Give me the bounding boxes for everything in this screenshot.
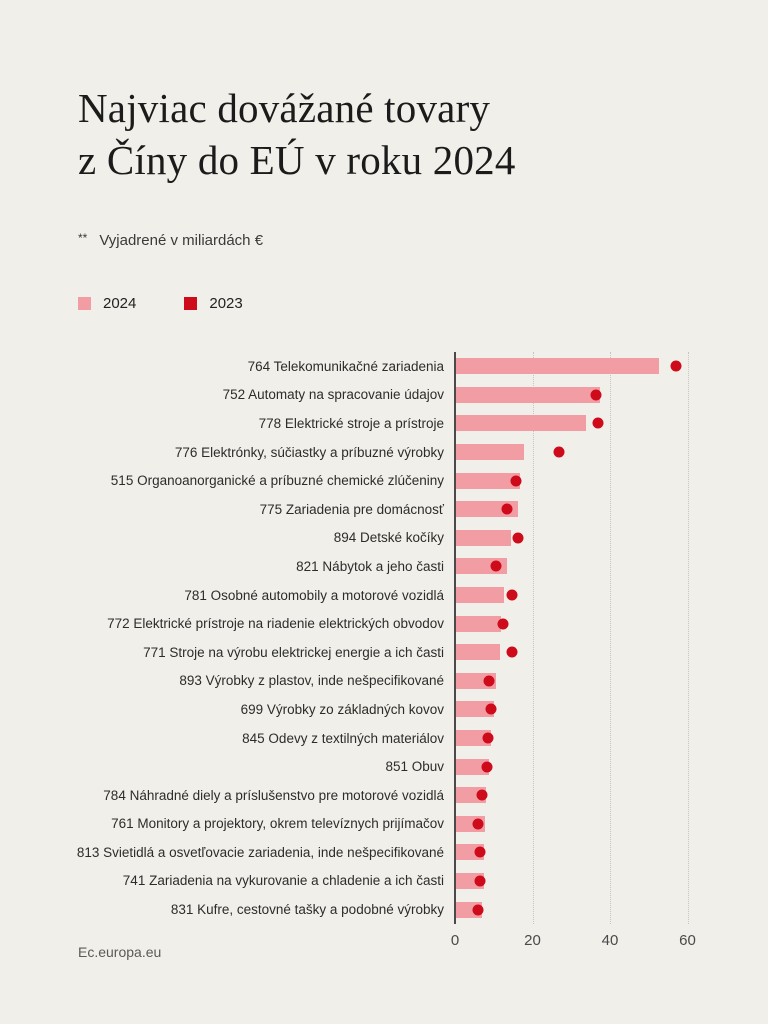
title-line-2: z Číny do EÚ v roku 2024	[78, 137, 516, 184]
dot-2023	[511, 475, 522, 486]
page-title	[78, 82, 516, 187]
footnote-marker: **	[78, 231, 88, 245]
chart-row	[67, 667, 707, 696]
chart-row	[67, 495, 707, 524]
bar-2024	[456, 587, 504, 603]
category-label: 761 Monitory a projektory, okrem televíznych prijímačov	[111, 816, 444, 832]
title-line-1: Najviac dovážané tovary	[78, 85, 491, 131]
chart-row	[67, 638, 707, 667]
dot-2023	[472, 904, 483, 915]
row-plot	[454, 438, 707, 467]
row-plot	[454, 609, 707, 638]
category-label: 893 Výrobky z plastov, inde nešpecifikované	[179, 673, 444, 689]
category-label: 515 Organoanorganické a príbuzné chemické zlúčeniny	[110, 473, 444, 489]
row-plot	[454, 495, 707, 524]
chart-row	[67, 381, 707, 410]
dot-2023	[671, 361, 682, 372]
x-tick-label-40: 40	[601, 932, 619, 949]
chart-row	[67, 466, 707, 495]
chart-row	[67, 409, 707, 438]
dot-2023	[506, 590, 517, 601]
category-label: 776 Elektrónky, súčiastky a príbuzné výrobky	[174, 444, 444, 460]
x-tick-label-20: 20	[524, 932, 541, 949]
y-axis-line	[454, 352, 456, 924]
bar-2024	[456, 358, 659, 374]
category-label: 781 Osobné automobily a motorové vozidlá	[184, 587, 444, 603]
chart-row	[67, 752, 707, 781]
dot-2023	[554, 447, 565, 458]
dot-2023	[593, 418, 604, 429]
dot-2023	[477, 790, 488, 801]
dot-2023	[590, 389, 601, 400]
chart-row	[67, 524, 707, 553]
row-plot	[454, 352, 707, 381]
category-label: 699 Výrobky zo základných kovov	[240, 701, 444, 717]
chart-row	[67, 810, 707, 839]
bar-2024	[456, 644, 500, 660]
dot-2023	[506, 647, 517, 658]
row-plot	[454, 667, 707, 696]
row-plot	[454, 781, 707, 810]
x-axis-tick-labels	[67, 924, 707, 948]
row-plot	[454, 552, 707, 581]
row-plot	[454, 466, 707, 495]
dot-2023	[475, 847, 486, 858]
chart-row	[67, 781, 707, 810]
category-label: 771 Stroje na výrobu elektrickej energie a ich časti	[143, 644, 444, 660]
row-plot	[454, 752, 707, 781]
chart-row	[67, 838, 707, 867]
chart-row	[67, 867, 707, 896]
dot-2023	[473, 818, 484, 829]
row-plot	[454, 724, 707, 753]
category-label: 784 Náhradné diely a príslušenstvo pre motorové vozidlá	[103, 787, 444, 803]
chart-row	[67, 352, 707, 381]
category-label: 764 Telekomunikačné zariadenia	[247, 358, 444, 374]
category-label: 845 Odevy z textilných materiálov	[242, 730, 444, 746]
bar-2024	[456, 616, 501, 632]
row-plot	[454, 867, 707, 896]
row-plot	[454, 838, 707, 867]
category-label: 772 Elektrické prístroje na riadenie elektrických obvodov	[107, 616, 444, 632]
legend-item-2023	[184, 295, 242, 312]
row-plot	[454, 695, 707, 724]
x-tick-label-60: 60	[679, 932, 696, 949]
row-plot	[454, 810, 707, 839]
dot-2023	[484, 675, 495, 686]
row-plot	[454, 638, 707, 667]
dot-2023	[498, 618, 509, 629]
row-plot	[454, 409, 707, 438]
category-label: 851 Obuv	[385, 759, 444, 775]
category-label: 775 Zariadenia pre domácnosť	[259, 501, 444, 517]
legend-label-2024: 2024	[103, 295, 137, 312]
row-plot	[454, 581, 707, 610]
category-label: 831 Kufre, cestovné tašky a podobné výrobky	[170, 902, 444, 918]
dot-2023	[513, 532, 524, 543]
bar-2024	[456, 415, 586, 431]
x-tick-label-0: 0	[450, 932, 460, 949]
dot-2023	[481, 761, 492, 772]
bar-2024	[456, 444, 524, 460]
chart-row	[67, 581, 707, 610]
dot-2023	[475, 875, 486, 886]
dot-2023	[482, 733, 493, 744]
dot-2023	[501, 504, 512, 515]
legend-swatch-2024	[78, 297, 91, 310]
chart-row	[67, 552, 707, 581]
category-label: 752 Automaty na spracovanie údajov	[222, 387, 444, 403]
legend-swatch-2023	[184, 297, 197, 310]
row-plot	[454, 381, 707, 410]
category-label: 741 Zariadenia na vykurovanie a chladenie a ich časti	[122, 873, 444, 889]
chart-row	[67, 724, 707, 753]
unit-note	[78, 231, 263, 249]
chart-plot-area	[67, 352, 707, 924]
chart-legend	[78, 295, 243, 312]
legend-item-2024	[78, 295, 136, 312]
category-label: 813 Svietidlá a osvetľovacie zariadenia, inde nešpecifikované	[76, 844, 444, 860]
chart-row	[67, 438, 707, 467]
bar-2024	[456, 530, 511, 546]
bar-chart	[67, 352, 727, 962]
category-label: 894 Detské kočíky	[333, 530, 444, 546]
unit-note-text: Vyjadrené v miliardách €	[99, 232, 264, 249]
row-plot	[454, 895, 707, 924]
source-credit: Ec.europa.eu	[78, 944, 162, 960]
bar-2024	[456, 387, 600, 403]
dot-2023	[485, 704, 496, 715]
legend-label-2023: 2023	[209, 295, 243, 312]
category-label: 821 Nábytok a jeho časti	[296, 558, 444, 574]
dot-2023	[491, 561, 502, 572]
category-label: 778 Elektrické stroje a prístroje	[258, 415, 444, 431]
chart-row	[67, 609, 707, 638]
chart-row	[67, 895, 707, 924]
chart-row	[67, 695, 707, 724]
row-plot	[454, 524, 707, 553]
